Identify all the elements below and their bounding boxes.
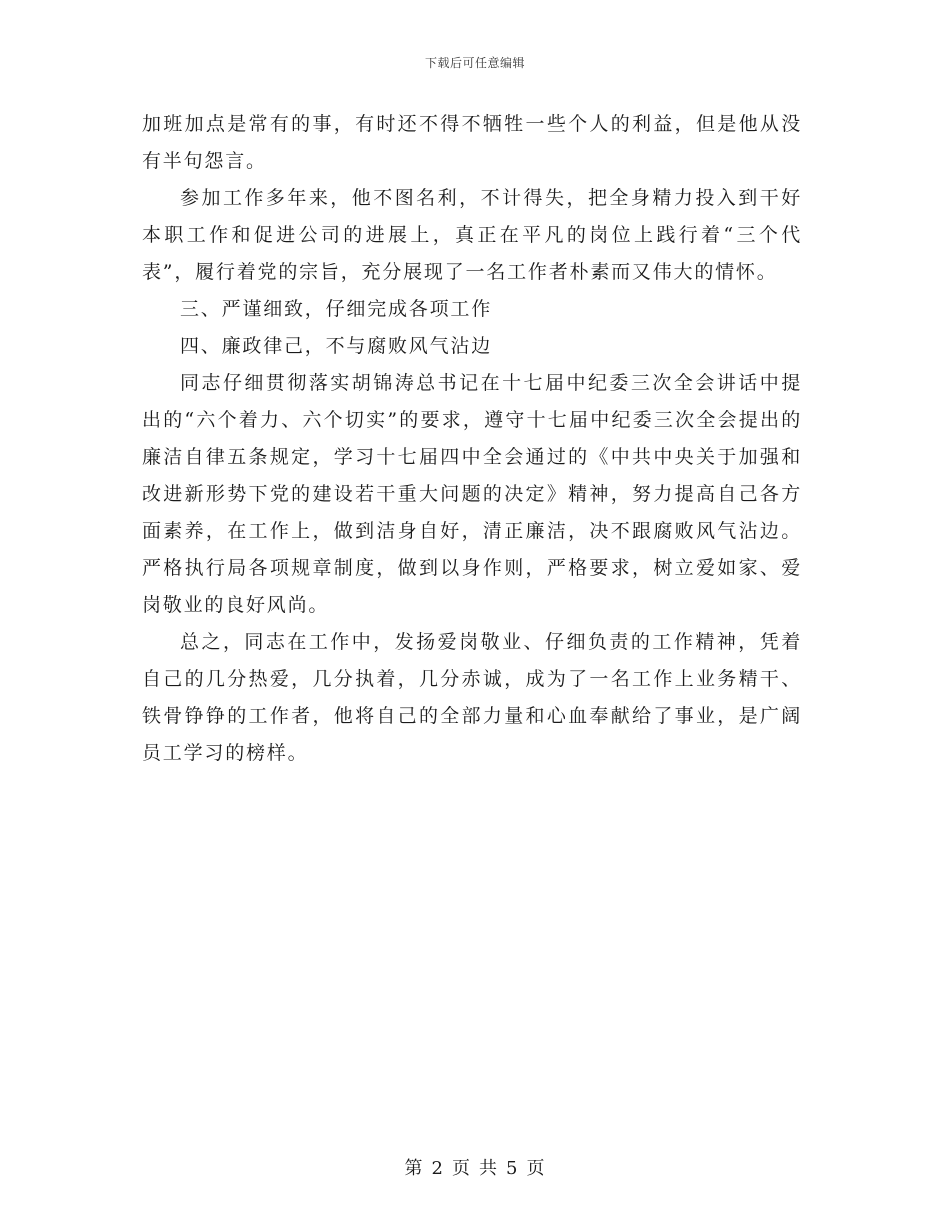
paragraph-conclusion: 总之，同志在工作中，发扬爱岗敬业、仔细负责的工作精神，凭着自己的几分热爱，几分执着，几分赤诚，成为了一名工作上业务精干、铁骨铮铮的工作者，他将自己的全部力量和心血奉献给了事业，是广阔员工学习的榜样。 (142, 631, 802, 764)
total-unit: 页 (526, 1158, 546, 1179)
total-prefix: 共 (479, 1158, 498, 1179)
paragraph-integrity: 同志仔细贯彻落实胡锦涛总书记在十七届中纪委三次全会讲话中提出的“六个着力、六个切实”的要求，遵守十七届中纪委三次全会提出的廉洁自律五条规定，学习十七届四中全会通过的《中共中央关于加强和改进新形势下党的建设若干重大问题的决定》精神，努力提高自己各方面素养，在工作上，做到洁身自好，清正廉洁，决不跟腐败风气沾边。严格执行局各项规章制度，做到以身作则，严格要求，树立爱如家、爱岗敬业的良好风尚。 (142, 372, 802, 616)
paragraph-work-dedication: 参加工作多年来，他不图名利，不计得失，把全身精力投入到干好本职工作和促进公司的进展上，真正在平凡的岗位上践行着“三个代表”，履行着党的宗旨，充分展现了一名工作者朴素而又伟大的情怀。 (142, 187, 802, 283)
page-header: 下载后可任意编辑 (424, 56, 525, 70)
section-heading-4: 四、廉政律己，不与腐败风气沾边 (180, 335, 493, 357)
paragraph-continuation: 加班加点是常有的事，有时还不得不牺牲一些个人的利益，但是他从没有半句怨言。 (142, 113, 802, 172)
section-heading-3: 三、严谨细致，仔细完成各项工作 (180, 298, 493, 320)
total-pages: 5 (506, 1158, 519, 1179)
page-label-unit: 页 (452, 1158, 471, 1179)
page-footer (0, 1154, 950, 1180)
page-number: 2 (431, 1158, 444, 1179)
document-body (142, 106, 802, 772)
page-label-prefix: 第 (404, 1158, 424, 1179)
